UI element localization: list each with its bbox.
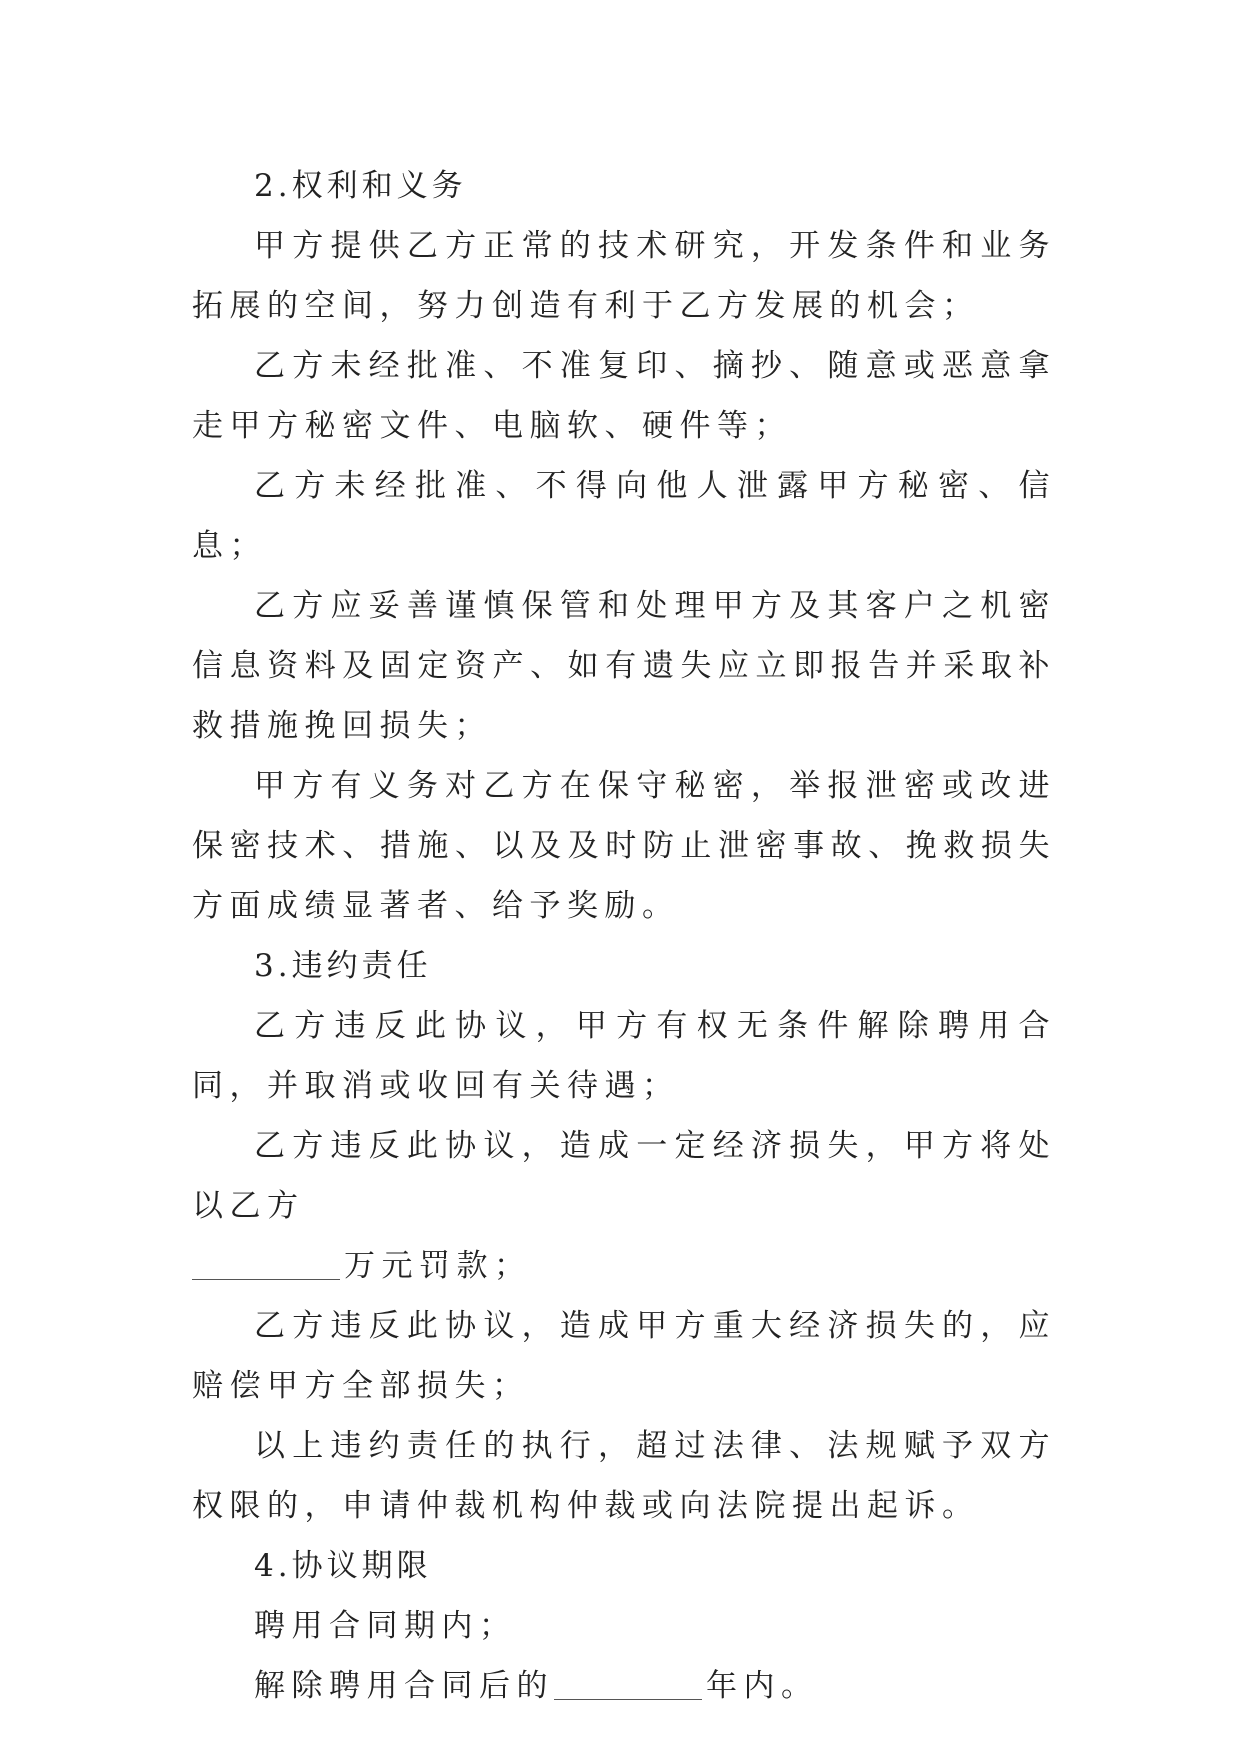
section-2-paragraph: 乙方应妥善谨慎保管和处理甲方及其客户之机密信息资料及固定资产、如有遗失应立即报告并采取补救措施挽回损失； [192, 588, 1056, 744]
term-years-line [192, 1656, 1056, 1716]
section-2-paragraph: 甲方提供乙方正常的技术研究，开发条件和业务拓展的空间，努力创造有利于乙方发展的机会； [192, 228, 1056, 324]
section-3-paragraph: 乙方违反此协议，造成甲方重大经济损失的，应赔偿甲方全部损失； [192, 1308, 1056, 1404]
section-2-paragraph: 乙方未经批准、不得向他人泄露甲方秘密、信息； [192, 468, 1056, 564]
term-years-blank[interactable] [554, 1669, 702, 1700]
term-years-prefix: 解除聘用合同后的 [254, 1668, 554, 1704]
document-body [192, 156, 1056, 1716]
section-3-paragraph: 乙方违反此协议，甲方有权无条件解除聘用合同，并取消或收回有关待遇； [192, 1008, 1056, 1104]
fine-amount-line [192, 1236, 1056, 1296]
section-2-paragraph: 乙方未经批准、不准复印、摘抄、随意或恶意拿走甲方秘密文件、电脑软、硬件等； [192, 348, 1056, 444]
section-3-paragraph: 乙方违反此协议，造成一定经济损失，甲方将处以乙方 [192, 1128, 1056, 1224]
section-4-heading: 4.协议期限 [254, 1548, 432, 1584]
section-2-paragraph: 甲方有义务对乙方在保守秘密，举报泄密或改进保密技术、措施、以及及时防止泄密事故、挽救损失方面成绩显著者、给予奖励。 [192, 768, 1056, 924]
term-years-suffix: 年内。 [706, 1668, 819, 1704]
fine-amount-suffix: 万元罚款； [344, 1248, 532, 1284]
section-2-heading: 2.权利和义务 [254, 168, 467, 204]
section-3-paragraph: 以上违约责任的执行，超过法律、法规赋予双方权限的，申请仲裁机构仲裁或向法院提出起诉。 [192, 1428, 1056, 1524]
fine-amount-blank[interactable] [192, 1249, 340, 1280]
section-4-item: 聘用合同期内； [254, 1608, 517, 1644]
section-3-heading: 3.违约责任 [254, 948, 432, 984]
